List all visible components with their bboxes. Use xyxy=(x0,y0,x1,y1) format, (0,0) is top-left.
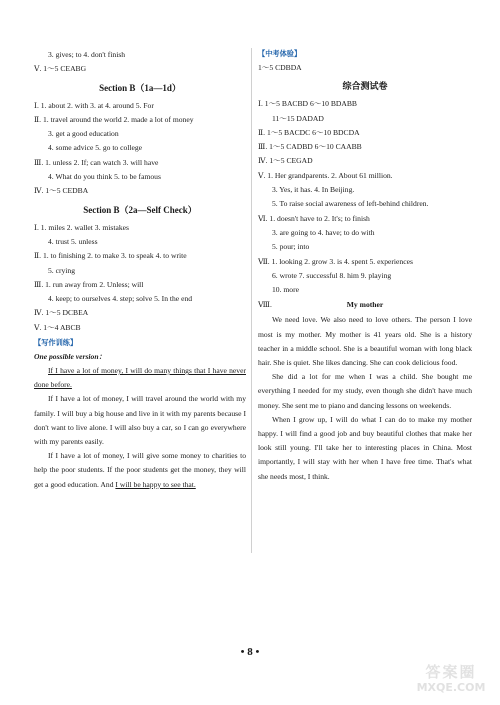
answer-line: Ⅴ. 1. Her grandparents. 2. About 61 million. xyxy=(258,170,393,180)
answer-line: Ⅴ. 1～4 ABCB xyxy=(34,322,81,332)
answer-line: 3. Yes, it has. 4. In Beijing. xyxy=(272,185,355,195)
answer-line: Ⅲ. 1. run away from 2. Unless; will xyxy=(34,279,144,289)
answer-line: 3. are going to 4. have; to do with xyxy=(272,227,375,237)
answer-line: 4. trust 5. unless xyxy=(48,236,98,246)
essay-paragraph: We need love. We also need to love others. The person I love most is my mother. My mother is 41 years old. She is a history teacher in a middle school. She is a beautiful woman with long black hair. She is quiet. She likes dancing. She can cook delicious food. xyxy=(258,315,472,368)
answer-line: 4. keep; to ourselves 4. step; solve 5. In the end xyxy=(48,294,193,304)
essay-paragraph: She did a lot for me when I was a child. She bought me everything I needed for my study, even though she didn't have much money. She sent me to piano and dancing lessons on weekends. xyxy=(258,372,472,410)
exam-experience-tag: 【中考体验】 xyxy=(258,49,302,58)
answer-line: Ⅰ. 1. miles 2. wallet 3. mistakes xyxy=(34,222,129,232)
answer-line: Ⅲ. 1～5 CADBD 6～10 CAABB xyxy=(258,142,362,152)
answer-line: 5. crying xyxy=(48,265,75,275)
answer-line: 11～15 DADAD xyxy=(272,113,324,123)
answer-line: Ⅳ. 1～5 CEDBA xyxy=(34,186,89,196)
watermark-logo xyxy=(408,661,494,701)
paragraph-text: If I have a lot of money, I will give some money to charities to help the poor students. If the poor students get the money, they will get a good education. And xyxy=(34,451,246,489)
writing-practice-tag: 【写作训练】 xyxy=(34,338,78,348)
essay-header xyxy=(258,298,472,312)
test-title: 综合测试卷 xyxy=(342,81,388,92)
answer-line: 1～5 CDBDA xyxy=(258,63,302,72)
essay-title: My mother xyxy=(346,300,384,310)
answer-line: 10. more xyxy=(272,285,299,295)
section-number: Ⅷ. xyxy=(258,300,272,310)
page-number: • 8 • xyxy=(240,646,260,658)
answer-line: Ⅰ. 1～5 BACBD 6～10 BDABB xyxy=(258,99,357,109)
answer-line: Ⅲ. 1. unless 2. If; can watch 3. will have xyxy=(34,157,159,167)
answer-line: Ⅵ. 1. doesn't have to 2. It's; to finish xyxy=(258,213,370,223)
answer-line: 3. gives; to 4. don't finish xyxy=(48,50,126,59)
watermark-url: MXQE.COM xyxy=(416,681,486,694)
answer-line: 6. wrote 7. successful 8. him 9. playing xyxy=(272,270,392,280)
answer-line: 5. pour; into xyxy=(272,242,310,252)
version-label: One possible version： xyxy=(34,352,107,362)
answer-line: 5. To raise social awareness of left-behind children. xyxy=(272,199,429,209)
answer-line: Ⅱ. 1～5 BACDC 6～10 BDCDA xyxy=(258,127,360,137)
answer-line: Ⅱ. 1. travel around the world 2. made a lot of money xyxy=(34,114,194,124)
essay-paragraph: If I have a lot of money, I will travel around the world with my family. I will buy a big house and live in it with my parents because I don't want to live alone. I will also buy a car, so I can go everywhere with my parents easily. xyxy=(34,394,246,447)
column-divider xyxy=(251,48,252,553)
section-heading: Section B（2a—Self Check） xyxy=(83,204,197,215)
left-column xyxy=(34,48,246,492)
answer-line: 4. What do you think 5. to be famous xyxy=(48,172,161,182)
answer-line: Ⅴ. 1～5 CEABG xyxy=(34,64,87,74)
watermark-text: 答案圈 xyxy=(425,663,477,681)
essay-paragraph xyxy=(34,364,246,392)
answer-line: 3. get a good education xyxy=(48,129,119,139)
right-column xyxy=(258,48,472,484)
answer-line: Ⅳ. 1～5 DCBEA xyxy=(34,308,89,318)
answer-line: Ⅰ. 1. about 2. with 3. at 4. around 5. For xyxy=(34,100,154,110)
answer-line: 4. some advice 5. go to college xyxy=(48,143,143,153)
underlined-sentence: I will be happy to see that. xyxy=(115,479,196,489)
essay-paragraph xyxy=(34,449,246,492)
essay-paragraph: When I grow up, I will do what I can do to make my mother happy. I will find a good job and buy beautiful clothes that make her look still young. I'll take her to interesting places in China. Most importantly, I will stay with her when I have free time. That's what she needs most, I think. xyxy=(258,414,472,481)
answer-line: Ⅶ. 1. looking 2. grow 3. is 4. spent 5. experiences xyxy=(258,256,413,266)
answer-line: Ⅳ. 1～5 CEGAD xyxy=(258,156,313,166)
section-heading: Section B（1a—1d） xyxy=(99,82,181,93)
answer-line: Ⅱ. 1. to finishing 2. to make 3. to speak 4. to write xyxy=(34,251,187,261)
underlined-sentence: If I have a lot of money, I will do many things that I have never done before. xyxy=(34,366,246,390)
